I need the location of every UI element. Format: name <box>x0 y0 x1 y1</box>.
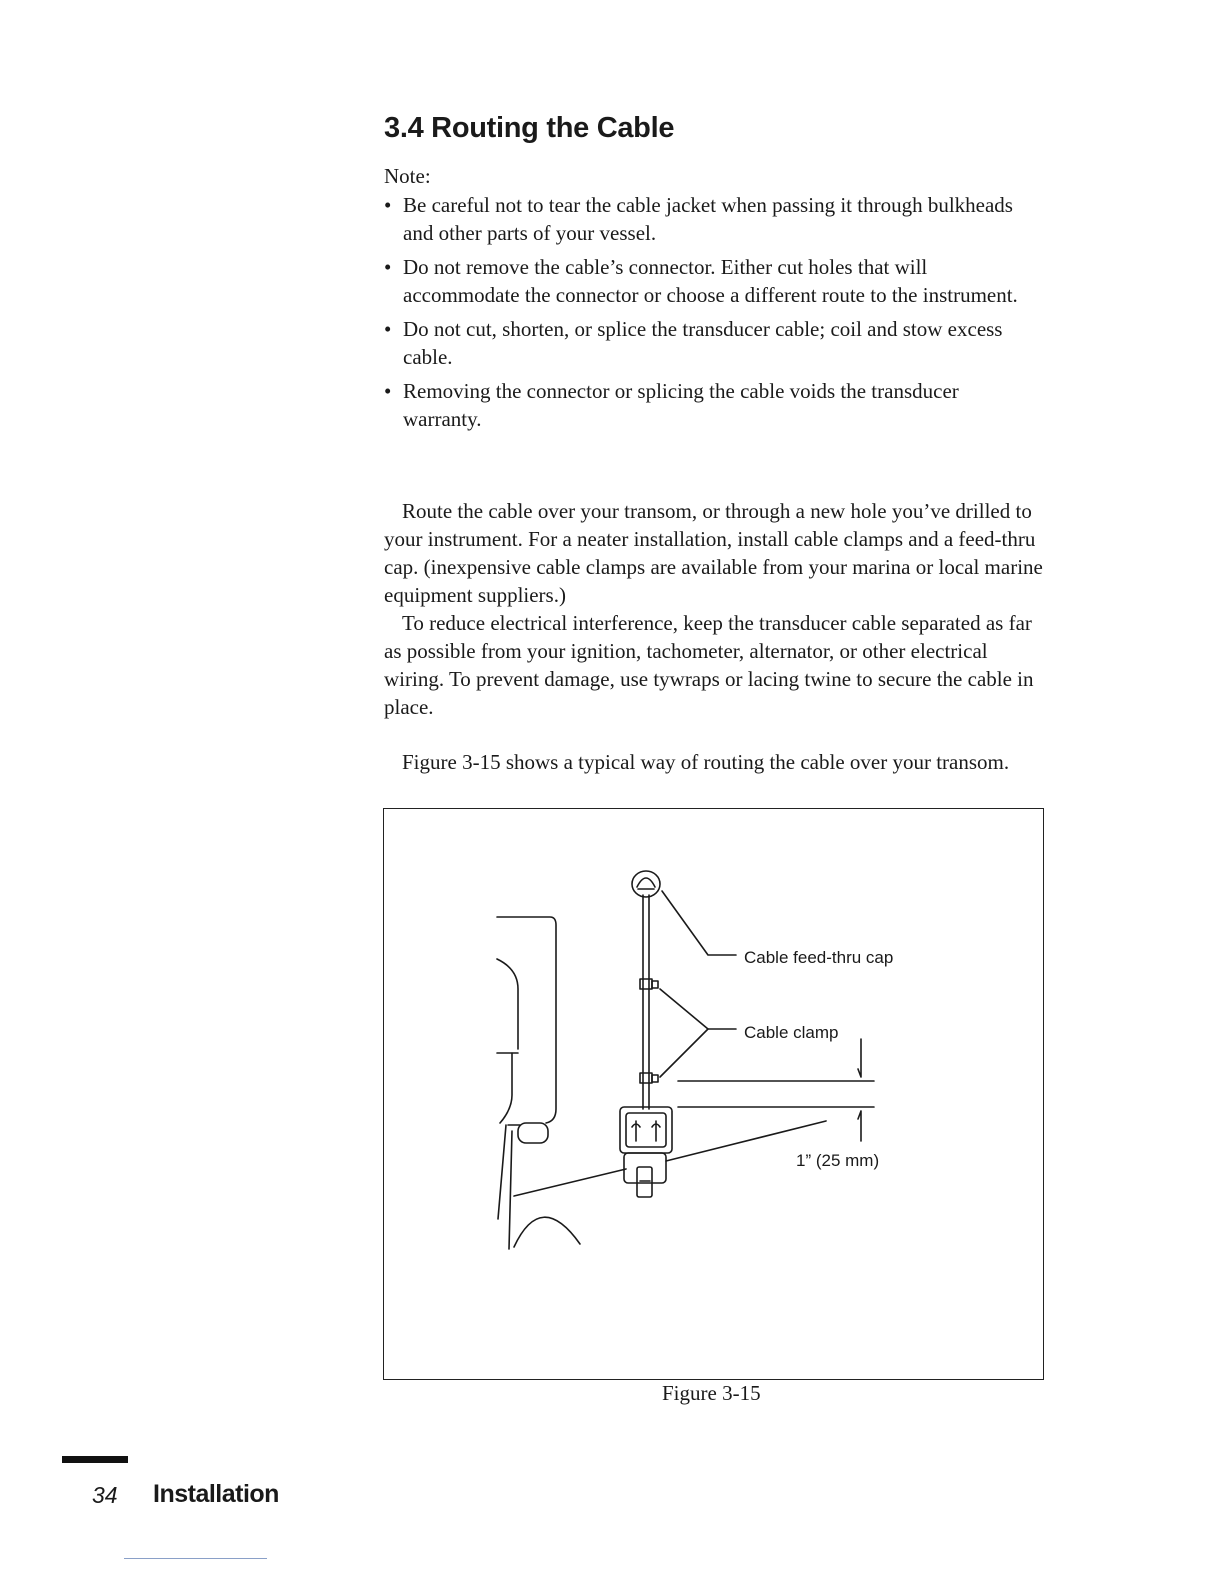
bullet-icon: • <box>384 379 392 403</box>
transducer-sensor <box>637 1167 652 1197</box>
bracket-screw-left <box>632 1121 640 1141</box>
feed-thru-cap-inner <box>637 878 655 887</box>
leader-clamp-lower <box>660 1029 708 1077</box>
note-item-text: Be careful not to tear the cable jacket when passing it through bulkheads and other parts of your vessel. <box>403 193 1013 245</box>
hull-line-left-2 <box>509 1131 512 1249</box>
cable-clamp-lower-icon <box>640 1073 652 1083</box>
cable-clamp-lower-tab <box>652 1075 658 1082</box>
note-item <box>384 253 1024 309</box>
bullet-icon: • <box>384 193 392 217</box>
bracket-left <box>518 1123 548 1143</box>
figure-frame <box>383 808 1044 1380</box>
label-cable-feed-thru-cap: Cable feed-thru cap <box>744 948 894 967</box>
label-cable-clamp: Cable clamp <box>744 1023 839 1042</box>
transducer-bracket-inner <box>626 1113 666 1147</box>
feed-thru-cap-icon <box>632 871 660 897</box>
note-item <box>384 315 1024 371</box>
figure-intro-paragraph: Figure 3-15 shows a typical way of routing the cable over your transom. <box>402 750 1010 774</box>
footer-rule <box>62 1456 128 1463</box>
section-title: 3.4 Routing the Cable <box>384 112 675 144</box>
bottom-rule <box>124 1558 267 1559</box>
label-dimension: 1” (25 mm) <box>796 1151 880 1170</box>
note-list <box>384 191 1024 439</box>
dimension-arrow-lower <box>858 1111 861 1141</box>
cable-clamp-upper-tab <box>652 981 658 988</box>
footer-section-name: Installation <box>153 1480 279 1508</box>
note-label: Note: <box>384 164 431 188</box>
page-number: 34 <box>92 1482 118 1508</box>
leader-clamp-upper <box>660 989 736 1029</box>
transom-routing-diagram <box>384 809 1042 1378</box>
transom-lower-curve <box>500 1053 512 1123</box>
body-paragraph: To reduce electrical interference, keep the transducer cable separated as far as possible from your ignition, tachometer, alternator, or other electrical wiring. To prevent damage, use tywraps or lacing twine to secure the cable in place. <box>384 611 1034 719</box>
bracket-screw-right <box>652 1121 660 1141</box>
note-item-text: Do not cut, shorten, or splice the transducer cable; coil and stow excess cable. <box>403 317 1003 369</box>
hull-line-left <box>498 1125 506 1219</box>
transom-inner-curve <box>497 959 518 1049</box>
body-text-block <box>384 497 1044 721</box>
hull-arch <box>514 1217 580 1247</box>
transducer-body <box>624 1153 666 1183</box>
cable-clamp-upper-icon <box>640 979 652 989</box>
note-item <box>384 191 1024 247</box>
note-item <box>384 377 1024 433</box>
waterline <box>514 1169 626 1196</box>
figure-caption: Figure 3-15 <box>662 1381 761 1405</box>
note-item-text: Do not remove the cable’s connector. Either cut holes that will accommodate the connector or choose a different route to the instrument. <box>403 255 1018 307</box>
leader-feed-thru <box>662 891 736 955</box>
transom-outline <box>497 917 556 1123</box>
dimension-arrow-upper <box>858 1039 861 1077</box>
note-item-text: Removing the connector or splicing the cable voids the transducer warranty. <box>403 379 959 431</box>
body-paragraph: Route the cable over your transom, or through a new hole you’ve drilled to your instrument. For a neater installation, install cable clamps and a feed-thru cap. (inexpensive cable clamps are available from your marina or local marine equipment suppliers.) <box>384 499 1043 607</box>
bullet-icon: • <box>384 255 392 279</box>
figure-intro-block <box>384 748 1044 776</box>
bullet-icon: • <box>384 317 392 341</box>
